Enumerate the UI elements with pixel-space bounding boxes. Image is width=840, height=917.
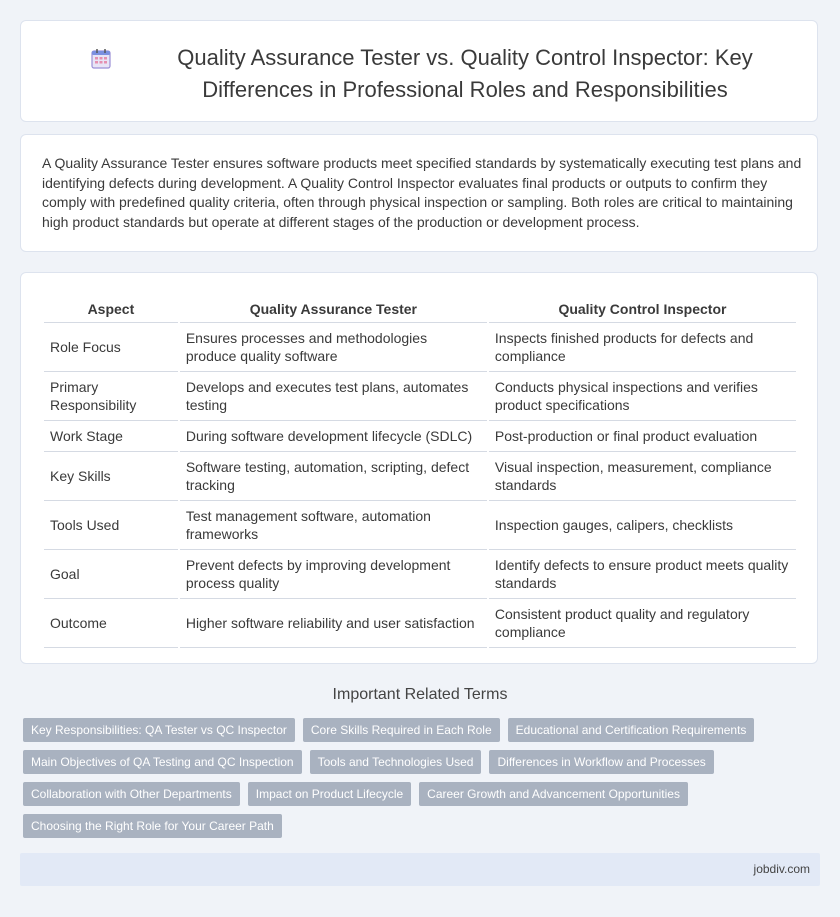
table-cell: Test management software, automation frameworks bbox=[180, 501, 487, 550]
table-cell: Higher software reliability and user satisfaction bbox=[180, 599, 487, 648]
footer bbox=[20, 853, 820, 886]
related-term-link[interactable]: Key Responsibilities: QA Tester vs QC Inspector bbox=[23, 718, 295, 742]
table-header-row bbox=[44, 296, 796, 323]
table-cell: Goal bbox=[44, 550, 178, 599]
table-row bbox=[44, 421, 796, 452]
column-header-qc-inspector: Quality Control Inspector bbox=[489, 296, 796, 323]
comparison-table bbox=[42, 296, 798, 648]
table-cell: Tools Used bbox=[44, 501, 178, 550]
table-cell: Develops and executes test plans, automates testing bbox=[180, 372, 487, 421]
table-cell: During software development lifecycle (SDLC) bbox=[180, 421, 487, 452]
table-cell: Key Skills bbox=[44, 452, 178, 501]
table-cell: Software testing, automation, scripting, defect tracking bbox=[180, 452, 487, 501]
related-term-link[interactable]: Career Growth and Advancement Opportunities bbox=[419, 782, 688, 806]
related-terms-list bbox=[23, 718, 823, 846]
table-cell: Primary Responsibility bbox=[44, 372, 178, 421]
related-term-link[interactable]: Educational and Certification Requirements bbox=[508, 718, 755, 742]
footer-site-link[interactable]: jobdiv.com bbox=[753, 862, 810, 876]
table-cell: Identify defects to ensure product meets quality standards bbox=[489, 550, 796, 599]
intro-card bbox=[20, 134, 818, 252]
table-cell: Post-production or final product evaluation bbox=[489, 421, 796, 452]
column-header-qa-tester: Quality Assurance Tester bbox=[180, 296, 487, 323]
related-term-link[interactable]: Impact on Product Lifecycle bbox=[248, 782, 411, 806]
table-row bbox=[44, 372, 796, 421]
comparison-table-card bbox=[20, 272, 818, 664]
related-term-link[interactable]: Core Skills Required in Each Role bbox=[303, 718, 500, 742]
table-cell: Consistent product quality and regulatory compliance bbox=[489, 599, 796, 648]
related-term-link[interactable]: Tools and Technologies Used bbox=[310, 750, 482, 774]
intro-paragraph: A Quality Assurance Tester ensures software products meet specified standards by systematically executing test plans and identifying defects during development. A Quality Control Inspector evaluates final products or outputs to confirm they comply with predefined quality criteria, often through physical inspection or sampling. Both roles are critical to maintaining high product standards but operate at different stages of the production or development process. bbox=[42, 155, 802, 230]
table-cell: Inspection gauges, calipers, checklists bbox=[489, 501, 796, 550]
table-row bbox=[44, 452, 796, 501]
table-row bbox=[44, 501, 796, 550]
related-term-link[interactable]: Main Objectives of QA Testing and QC Inspection bbox=[23, 750, 302, 774]
page-title: Quality Assurance Tester vs. Quality Control Inspector: Key Differences in Professional Roles and Responsibilities bbox=[177, 45, 753, 102]
table-row bbox=[44, 323, 796, 372]
table-cell: Inspects finished products for defects and compliance bbox=[489, 323, 796, 372]
table-cell: Prevent defects by improving development process quality bbox=[180, 550, 487, 599]
table-cell: Ensures processes and methodologies produce quality software bbox=[180, 323, 487, 372]
related-term-link[interactable]: Collaboration with Other Departments bbox=[23, 782, 240, 806]
header-card bbox=[20, 20, 818, 122]
column-header-aspect: Aspect bbox=[44, 296, 178, 323]
table-row bbox=[44, 550, 796, 599]
table-cell: Outcome bbox=[44, 599, 178, 648]
table-cell: Role Focus bbox=[44, 323, 178, 372]
related-term-link[interactable]: Choosing the Right Role for Your Career Path bbox=[23, 814, 282, 838]
calendar-icon bbox=[89, 47, 113, 71]
table-cell: Work Stage bbox=[44, 421, 178, 452]
related-term-link[interactable]: Differences in Workflow and Processes bbox=[489, 750, 713, 774]
table-cell: Conducts physical inspections and verifies product specifications bbox=[489, 372, 796, 421]
related-terms-heading: Important Related Terms bbox=[332, 686, 508, 703]
table-cell: Visual inspection, measurement, compliance standards bbox=[489, 452, 796, 501]
table-row bbox=[44, 599, 796, 648]
